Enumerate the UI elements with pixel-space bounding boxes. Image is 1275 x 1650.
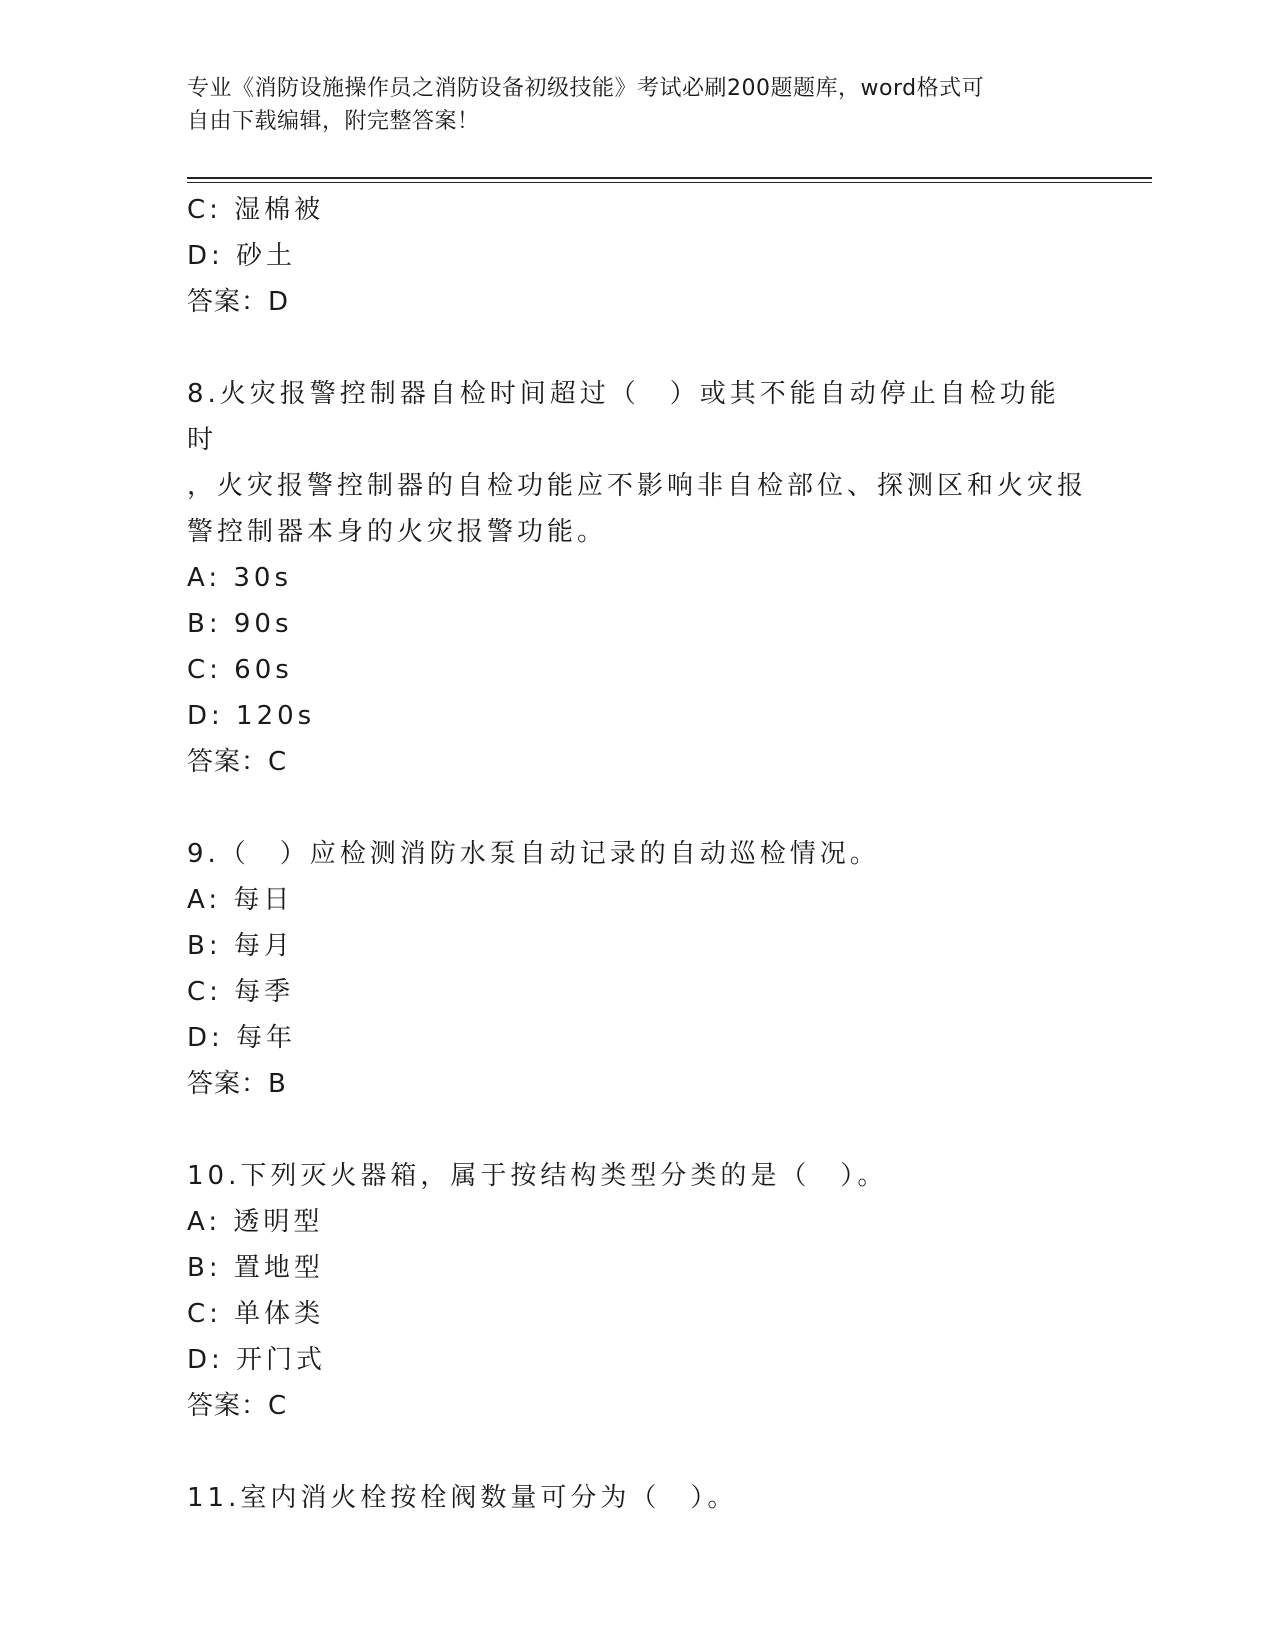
option-b: B: 每月 — [187, 931, 294, 961]
answer-line: 答案：C — [187, 1391, 288, 1421]
option-d: D: 砂土 — [187, 241, 297, 271]
option-c: C: 60s — [187, 655, 293, 685]
header-rule-thin — [187, 182, 1152, 183]
answer-line: 答案：C — [187, 747, 288, 777]
answer-line: 答案：B — [187, 1069, 287, 1099]
option-d: D: 120s — [187, 701, 316, 731]
header-line-2: 自由下载编辑，附完整答案！ — [187, 109, 480, 134]
header-rule-thick — [187, 177, 1152, 179]
answer-line: 答案：D — [187, 287, 290, 317]
header-line-1: 专业《消防设施操作员之消防设备初级技能》考试必刷200题题库，word格式可 — [187, 76, 985, 101]
question-text-line: 11.室内消火栓按栓阀数量可分为（ ）。 — [187, 1483, 738, 1513]
option-c: C: 湿棉被 — [187, 195, 325, 225]
option-d: D: 开门式 — [187, 1345, 327, 1375]
question-11 — [187, 1475, 1087, 1521]
option-d: D: 每年 — [187, 1023, 297, 1053]
question-text-line: ，火灾报警控制器的自检功能应不影响非自检部位、探测区和火灾报 — [187, 471, 1088, 501]
question-text-line: 警控制器本身的火灾报警功能。 — [187, 517, 608, 547]
question-10 — [187, 1153, 1087, 1429]
carryover-block — [187, 187, 1087, 325]
question-9 — [187, 831, 1087, 1107]
option-a: A: 透明型 — [187, 1207, 324, 1237]
page-header — [187, 72, 1087, 138]
question-text-line: 8.火灾报警控制器自检时间超过（ ）或其不能自动停止自检功能时 — [187, 379, 1060, 455]
option-c: C: 每季 — [187, 977, 295, 1007]
question-8 — [187, 371, 1087, 785]
question-list — [187, 187, 1087, 1521]
question-text-line: 10.下列灭火器箱，属于按结构类型分类的是（ ）。 — [187, 1161, 888, 1191]
option-a: A: 30s — [187, 563, 292, 593]
option-a: A: 每日 — [187, 885, 294, 915]
question-text-line: 9.（ ）应检测消防水泵自动记录的自动巡检情况。 — [187, 839, 880, 869]
option-b: B: 置地型 — [187, 1253, 324, 1283]
option-b: B: 90s — [187, 609, 293, 639]
option-c: C: 单体类 — [187, 1299, 325, 1329]
